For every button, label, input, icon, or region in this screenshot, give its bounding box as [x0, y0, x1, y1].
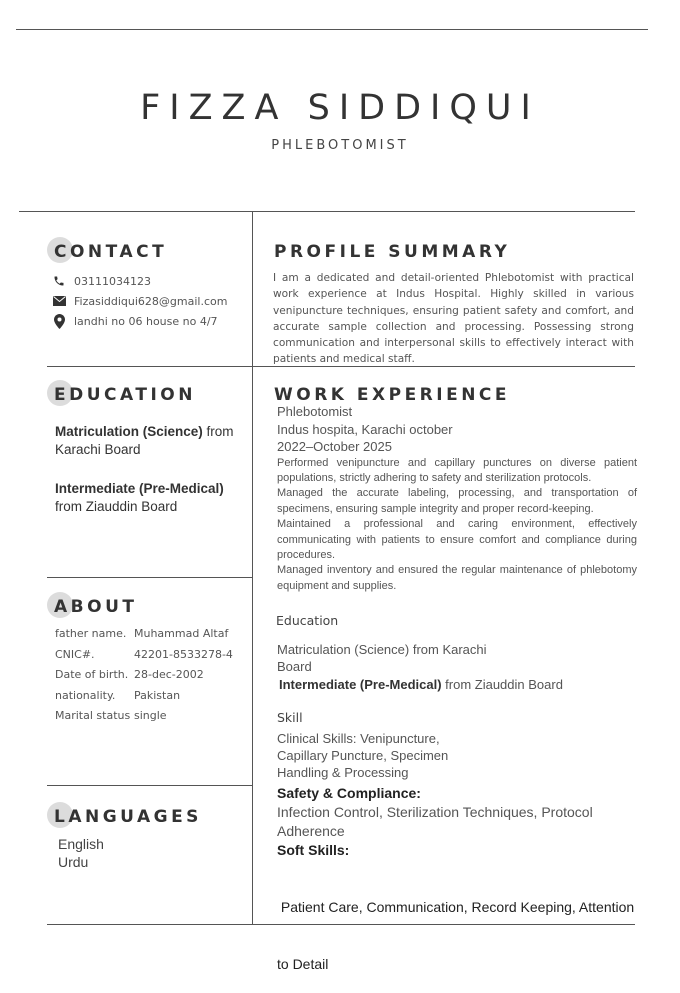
education-item-title: Matriculation (Science) [55, 424, 203, 439]
home-address: landhi no 06 house no 4/7 [74, 314, 218, 328]
about-row-cnic [55, 648, 233, 669]
candidate-name: FIZZA SIDDIQUI [140, 88, 540, 128]
education-item-detail: from Ziauddin Board [441, 677, 563, 692]
education-heading [54, 385, 196, 405]
profile-summary-text: I am a dedicated and detail-oriented Phlebotomist with practical work experience at Indus Hospital. Highly skilled in various venipuncture techniques, ensuring patient safety and comfort, and accurate sample collection and processing. Possessing strong communication and interpersonal skills to effectively interact with patients and medical staff. [273, 272, 634, 366]
about-row-nationality [55, 689, 233, 710]
heading-initial: L [54, 807, 69, 827]
left-rule-2 [47, 577, 253, 578]
left-rule-3 [47, 785, 253, 786]
safety-compliance-list [277, 803, 593, 841]
heading-rest: ANGUAGES [68, 807, 202, 827]
job-duty: Managed inventory and ensured the regular maintenance of phlebotomy equipment and supplies. [277, 564, 637, 592]
education-subheading: Education [276, 613, 339, 628]
about-value: Muhammad Altaf [134, 627, 229, 640]
heading-initial: C [54, 242, 70, 262]
education-matric-line: Board [277, 659, 312, 674]
skill-line: Adherence [277, 823, 345, 839]
skill-line: Capillary Puncture, Specimen [277, 748, 449, 763]
education-intermediate-line [279, 676, 563, 693]
contact-email [52, 294, 227, 308]
about-key: Marital status [55, 709, 131, 722]
education-item-detail: from Ziauddin Board [55, 499, 178, 514]
language-item: Urdu [58, 854, 89, 870]
skill-line: Infection Control, Sterilization Techniques, Protocol [277, 804, 593, 820]
job-place: Indus hospita, Karachi october [277, 421, 453, 437]
heading-rest: DUCATION [69, 385, 196, 405]
heading-initial: A [54, 597, 71, 617]
heading-rest: BOUT [70, 597, 138, 617]
job-duty: Managed the accurate labeling, processing, and transportation of specimens, ensuring sample integrity and proper record-keeping. [277, 487, 637, 515]
skill-line: Clinical Skills: Venipuncture, [277, 731, 440, 746]
about-key: Date of birth. [55, 668, 129, 681]
contact-phone [52, 274, 151, 288]
about-row-dob [55, 668, 233, 689]
location-pin-icon [52, 314, 66, 328]
contact-heading [54, 242, 167, 262]
about-key: father name. [55, 627, 127, 640]
education-item-matric [55, 423, 245, 459]
education-item-title: Intermediate (Pre-Medical) [279, 677, 442, 692]
about-key: CNIC#. [55, 647, 95, 661]
work-experience-block [277, 403, 637, 594]
mail-icon [52, 294, 66, 308]
heading-rest: ONTACT [69, 242, 168, 262]
column-divider [252, 211, 253, 925]
job-duty: Maintained a professional and caring environment, effectively communicating with patients to ensure comfort and compliance during procedures. [277, 518, 637, 561]
top-rule [16, 29, 648, 30]
education-item-title: Intermediate (Pre-Medical) [55, 481, 224, 496]
safety-compliance-heading: Safety & Compliance: [277, 785, 421, 801]
about-list [55, 627, 233, 730]
about-value: 42201-8533278-4 [134, 647, 233, 661]
about-value: 28-dec-2002 [134, 668, 204, 681]
clinical-skills [277, 730, 448, 781]
soft-skills-list [277, 860, 634, 993]
soft-skills-heading: Soft Skills: [277, 842, 350, 858]
education-item-detail: from Karachi Board [55, 424, 234, 457]
email-address: Fizasiddiqui628@gmail.com [74, 294, 228, 308]
education-matric-line: Matriculation (Science) from Karachi [277, 642, 487, 657]
about-row-marital [55, 709, 233, 730]
skill-line: to Detail [277, 956, 329, 972]
about-value: single [134, 709, 167, 722]
about-heading [54, 597, 137, 617]
work-experience-heading: WORK EXPERIENCE [274, 385, 511, 405]
languages-heading [54, 807, 202, 827]
contact-address [52, 314, 218, 328]
job-duty: Performed venipuncture and capillary punctures on diverse patient populations, strictly adhering to safety and sterilization protocols. [277, 456, 637, 484]
skill-line: Handling & Processing [277, 765, 409, 780]
about-row-father [55, 627, 233, 648]
skill-line: Patient Care, Communication, Record Keeping, Attention [277, 899, 635, 915]
profile-summary-heading: PROFILE SUMMARY [274, 242, 511, 262]
phone-icon [52, 274, 66, 288]
job-role: Phlebotomist [277, 404, 353, 419]
education-item-intermediate [55, 480, 245, 516]
phone-number: 03111034123 [74, 274, 151, 288]
about-key: nationality. [55, 688, 116, 702]
about-value: Pakistan [134, 688, 181, 702]
header-rule [19, 211, 635, 212]
skill-subheading: Skill [277, 710, 303, 725]
heading-initial: E [54, 385, 70, 405]
left-rule-1 [47, 366, 253, 367]
candidate-title: PHLEBOTOMIST [271, 138, 409, 153]
language-item: English [58, 836, 104, 852]
job-dates: 2022–October 2025 [277, 439, 392, 454]
